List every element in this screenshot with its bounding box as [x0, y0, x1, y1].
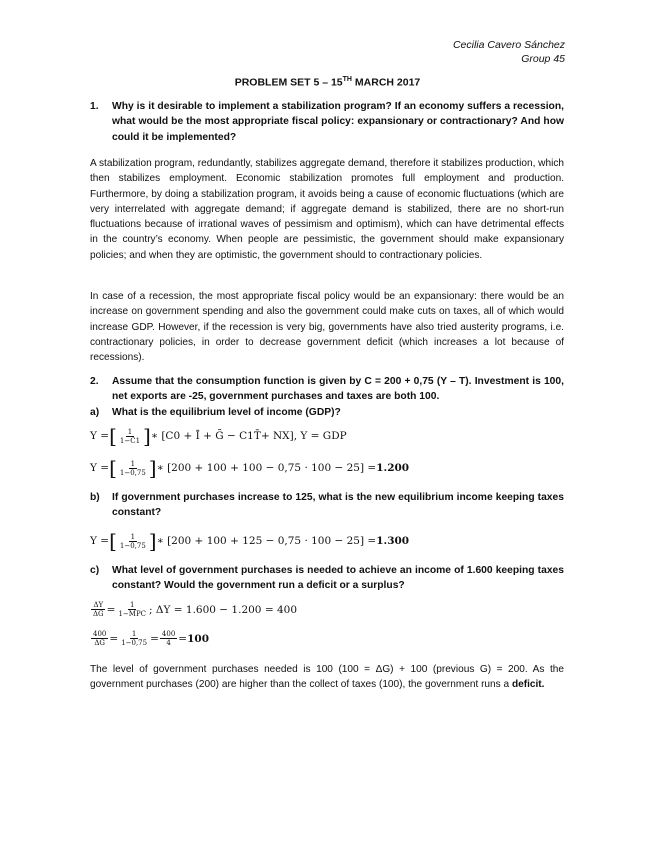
author-name: Cecilia Cavero Sánchez — [452, 39, 565, 51]
page-title: PROBLEM SET 5 – 15TH MARCH 2017 — [234, 76, 421, 89]
fraction: $\frac{400}{\Delta G}$ — [93, 630, 107, 647]
question-2-number: 2. — [90, 376, 99, 387]
fraction: $\frac{400}{4}$ — [161, 630, 176, 647]
conclusion-paragraph: The level of government purchases needed is 100 (100 = ΔG) + 100 (previous G) = 200. As the government purchases (200) are higher than the collect of taxes (100), the government runs a deficit. — [90, 664, 564, 691]
question-2a: a) What is the equilibrium level of income (GDP)? — [90, 407, 341, 418]
answer-1-paragraph-1: A stabilization program, redundantly, stabilizes aggregate demand, therefore it stabilizes production, which then stabilizes employment. Economic stabilization promotes full employment and production. Furthermore, by doing a stabilization program, it avoids being a cause of economic fluctuations (which are very interrelated with aggregate demand; if aggregate demand is stabilized, there are no short-run fluctuations because of irrational waves of pessimism and optimism), which can have detrimental effects in the country’s economy. When people are pessimistic, the government should make expansionary policies; and when they are optimistic, the government should to contractionary policies. — [90, 158, 564, 261]
fraction: $\frac{1}{1-0,75}$ — [121, 630, 148, 647]
author-block — [453, 38, 565, 66]
question-1-text: Why is it desirable to implement a stabilization program? If an economy suffers a recession, what would be the most appropriate fiscal policy: expansionary or contractionary? And how could it be implemented? — [112, 101, 564, 143]
question-1-number: 1. — [90, 101, 99, 112]
fraction: $\frac{1}{1-0,75}$ — [119, 532, 146, 550]
result-100: 100 — [187, 632, 210, 645]
question-2b: b) If government purchases increase to 125, what is the new equilibrium income keeping taxes constant? — [90, 492, 564, 519]
equation-5: $\frac{400}{\Delta G}$ = $\frac{1}{1-0,75}$ = $\frac{400}{4}$ = 100 — [93, 630, 210, 647]
question-2-text: Assume that the consumption function is given by C = 200 + 0,75 (Y – T). Investment is 100, net exports are -25, government purchases and taxes are both 100. — [112, 376, 564, 403]
question-1 — [90, 99, 564, 145]
question-2 — [90, 374, 564, 405]
equation-1: Y = [ $\frac{1}{1-C1}$ ] ∗ [C0 + Ī + Ḡ − C1 T̄ + NX], Y = GDP — [90, 424, 347, 448]
group-label: Group 45 — [521, 53, 565, 65]
answer-1-paragraph-2: In case of a recession, the most appropriate fiscal policy would be an expansionary: there would be an increase on government spending and also the government could make cuts on taxes, all of which would increase GDP. However, if the recession is very big, governments have also tried austerity programs, i.e. contractionary policies, in order to decrease government deficit (which increases a lot because of recessions). — [90, 291, 564, 364]
fraction: $\frac{\Delta Y}{\Delta G}$ — [93, 601, 104, 618]
equation-4: $\frac{\Delta Y}{\Delta G}$ = $\frac{1}{\text{1−MPC}}$ ; ΔY = 1.600 − 1.200 = 400 — [93, 601, 298, 618]
fraction: $\frac{1}{1-0,75}$ — [119, 459, 146, 477]
fraction: $\frac{1}{\text{1−MPC}}$ — [118, 601, 147, 618]
equation-2: Y = [ $\frac{1}{1-0,75}$ ] ∗ [200 + 100 + 100 − 0,75 · 100 − 25] = 1.200 — [90, 456, 410, 480]
result-1300: 1.300 — [376, 535, 410, 547]
equation-3: Y = [ $\frac{1}{1-0,75}$ ] ∗ [200 + 100 + 125 − 0,75 · 100 − 25] = 1.300 — [90, 529, 410, 553]
result-1200: 1.200 — [376, 462, 410, 474]
question-2c: c) What level of government purchases is needed to achieve an income of 1.600 keeping taxes constant? Would the government run a deficit or a surplus? — [90, 565, 564, 592]
fraction: $\frac{1}{1-C1}$ — [119, 427, 141, 445]
